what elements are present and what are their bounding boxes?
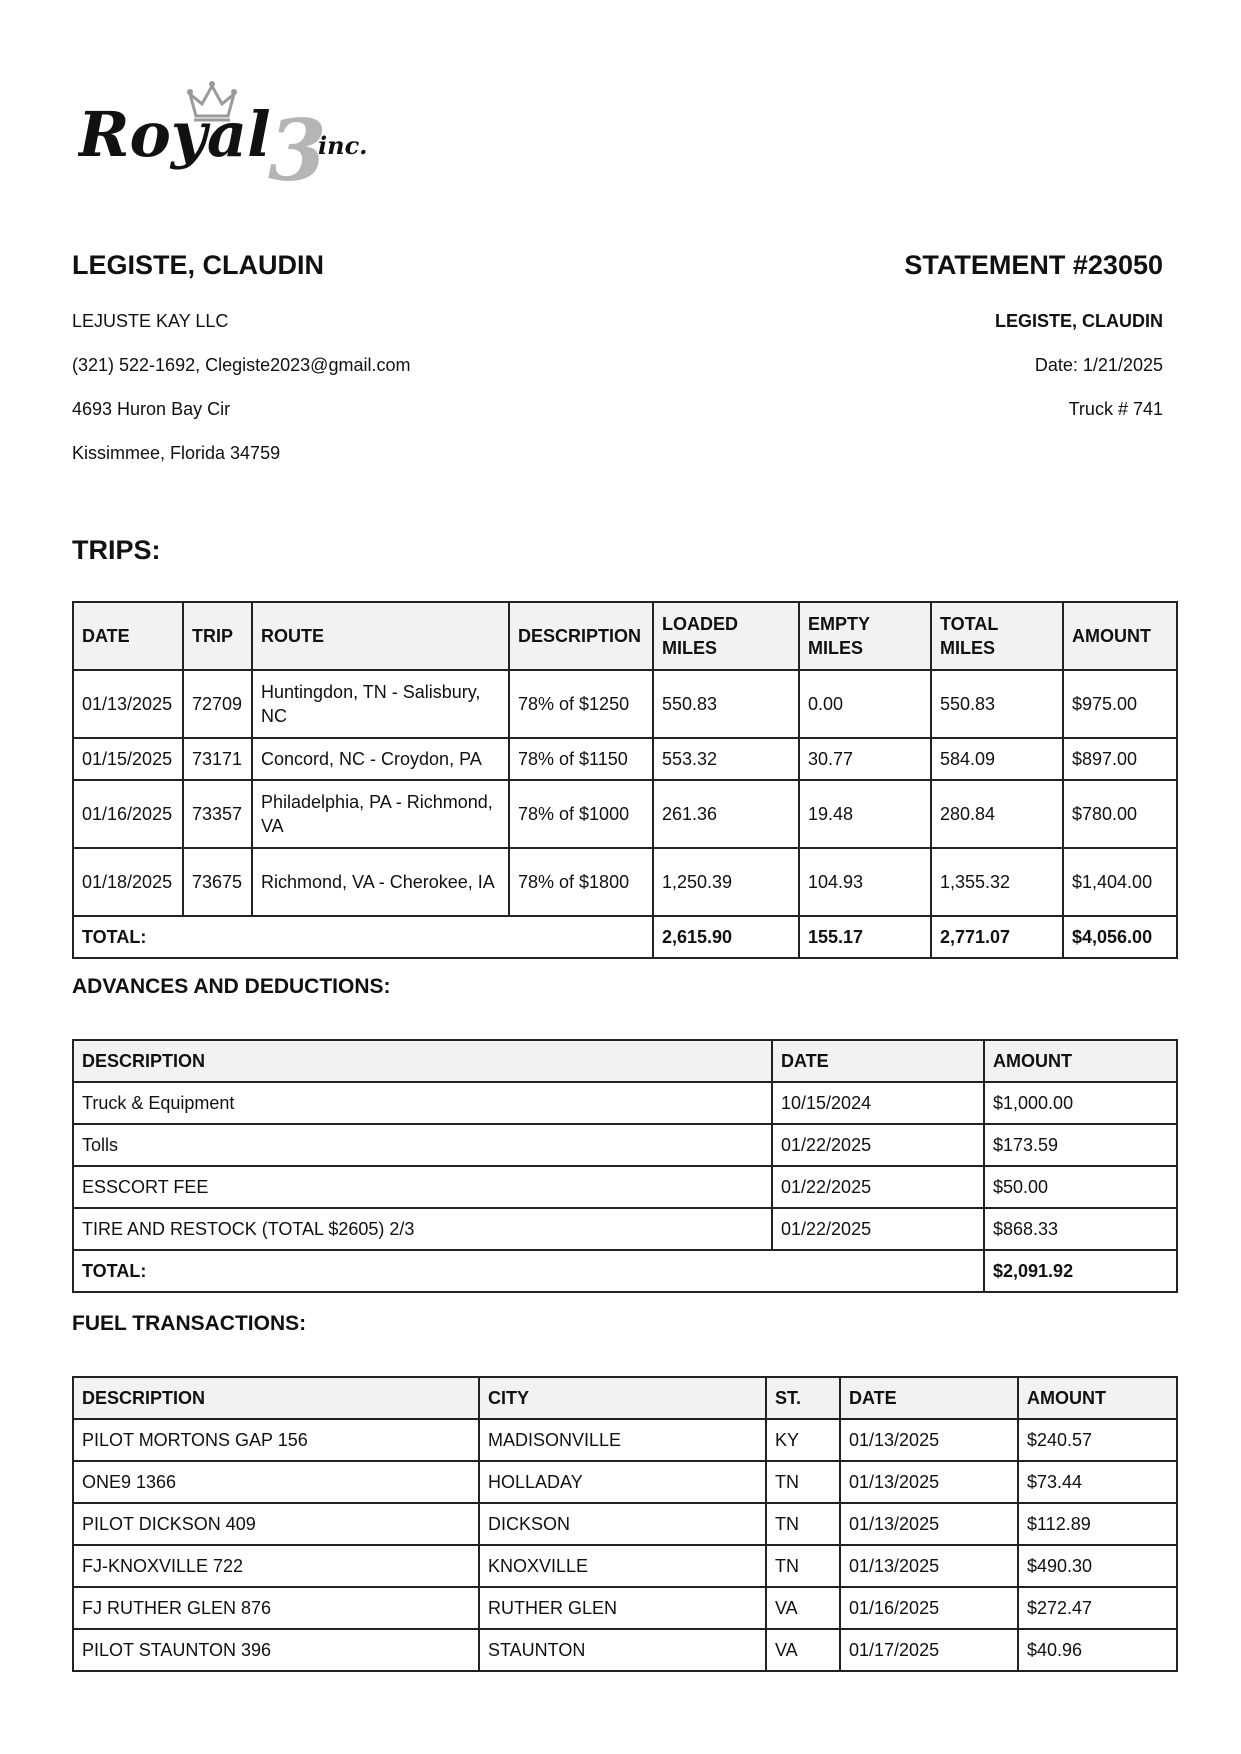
column-header: ST. [766,1377,840,1419]
fuel-city: HOLLADAY [479,1461,766,1503]
column-header: AMOUNT [984,1040,1177,1082]
trip-empty-miles: 104.93 [799,848,931,916]
trip-amount: $897.00 [1063,738,1177,780]
fuel-description: ONE9 1366 [73,1461,479,1503]
fuel-date: 01/13/2025 [840,1461,1018,1503]
trip-loaded-miles: 550.83 [653,670,799,738]
table-header-row [73,602,1177,670]
fuel-state: KY [766,1419,840,1461]
table-row [73,1082,1177,1124]
column-header: DESCRIPTION [73,1377,479,1419]
statement-driver-name: LEGISTE, CLAUDIN [994,311,1163,331]
advances-total-amount: $2,091.92 [984,1250,1177,1292]
table-row [73,670,1177,738]
trip-empty-miles: 19.48 [799,780,931,848]
fuel-city: DICKSON [479,1503,766,1545]
table-row [73,780,1177,848]
column-header: LOADED MILES [653,602,799,670]
statement-date: Date: 1/21/2025 [1034,355,1163,375]
trip-loaded-miles: 261.36 [653,780,799,848]
trip-total-miles: 584.09 [931,738,1063,780]
advances-total-row [73,1250,1177,1292]
trips-section-title: TRIPS: [72,535,161,565]
fuel-amount: $40.96 [1018,1629,1177,1671]
table-row [73,738,1177,780]
fuel-description: PILOT DICKSON 409 [73,1503,479,1545]
column-header: TRIP [183,602,252,670]
trip-loaded-miles: 553.32 [653,738,799,780]
trip-description: 78% of $1250 [509,670,653,738]
table-row [73,1503,1177,1545]
trip-route: Concord, NC - Croydon, PA [252,738,509,780]
table-row [73,1629,1177,1671]
table-row [73,1419,1177,1461]
advances-total-label: TOTAL: [73,1250,984,1292]
driver-contact: (321) 522-1692, Clegiste2023@gmail.com [72,355,411,375]
table-row [73,1587,1177,1629]
fuel-date: 01/13/2025 [840,1419,1018,1461]
table-header-row [73,1040,1177,1082]
advances-section-title: ADVANCES AND DEDUCTIONS: [72,975,391,998]
trip-description: 78% of $1150 [509,738,653,780]
column-header: DESCRIPTION [509,602,653,670]
logo-suffix: inc. [318,131,368,160]
trip-date: 01/16/2025 [73,780,183,848]
driver-info [72,310,410,486]
trips-total-miles: 2,771.07 [931,916,1063,958]
logo-wordmark: Royal [78,98,271,171]
advance-date: 01/22/2025 [772,1166,984,1208]
column-header: ROUTE [252,602,509,670]
trip-description: 78% of $1800 [509,848,653,916]
column-header: DATE [73,602,183,670]
trip-number: 73675 [183,848,252,916]
fuel-description: FJ RUTHER GLEN 876 [73,1587,479,1629]
fuel-city: RUTHER GLEN [479,1587,766,1629]
statement-info [995,310,1163,442]
advance-amount: $173.59 [984,1124,1177,1166]
trip-amount: $1,404.00 [1063,848,1177,916]
fuel-city: KNOXVILLE [479,1545,766,1587]
fuel-date: 01/13/2025 [840,1503,1018,1545]
trips-total-label: TOTAL: [73,916,653,958]
trips-total-loaded-miles: 2,615.90 [653,916,799,958]
driver-name-heading: LEGISTE, CLAUDIN [72,250,325,280]
company-logo [78,76,388,196]
advance-amount: $50.00 [984,1166,1177,1208]
fuel-state: VA [766,1629,840,1671]
statement-number-heading: STATEMENT #23050 [904,250,1163,280]
fuel-date: 01/17/2025 [840,1629,1018,1671]
fuel-amount: $490.30 [1018,1545,1177,1587]
advance-description: Tolls [73,1124,772,1166]
fuel-date: 01/13/2025 [840,1545,1018,1587]
trip-route: Philadelphia, PA - Richmond, VA [252,780,509,848]
logo-mark: 3 [268,101,327,196]
advance-amount: $1,000.00 [984,1082,1177,1124]
trip-number: 72709 [183,670,252,738]
fuel-state: VA [766,1587,840,1629]
table-row [73,1461,1177,1503]
fuel-amount: $112.89 [1018,1503,1177,1545]
trip-amount: $780.00 [1063,780,1177,848]
driver-address-line1: 4693 Huron Bay Cir [72,399,231,419]
fuel-amount: $240.57 [1018,1419,1177,1461]
trip-description: 78% of $1000 [509,780,653,848]
fuel-amount: $73.44 [1018,1461,1177,1503]
column-header: DATE [772,1040,984,1082]
trip-total-miles: 280.84 [931,780,1063,848]
trips-total-amount: $4,056.00 [1063,916,1177,958]
advances-table [72,1039,1178,1293]
advance-date: 01/22/2025 [772,1124,984,1166]
column-header: TOTAL MILES [931,602,1063,670]
fuel-description: PILOT STAUNTON 396 [73,1629,479,1671]
trips-total-row [73,916,1177,958]
column-header: DATE [840,1377,1018,1419]
table-row [73,1208,1177,1250]
trip-date: 01/13/2025 [73,670,183,738]
driver-address-line2: Kissimmee, Florida 34759 [72,443,281,463]
fuel-description: FJ-KNOXVILLE 722 [73,1545,479,1587]
advance-description: Truck & Equipment [73,1082,772,1124]
trip-empty-miles: 30.77 [799,738,931,780]
trip-empty-miles: 0.00 [799,670,931,738]
column-header: AMOUNT [1018,1377,1177,1419]
driver-company: LEJUSTE KAY LLC [72,311,229,331]
fuel-description: PILOT MORTONS GAP 156 [73,1419,479,1461]
fuel-city: STAUNTON [479,1629,766,1671]
trips-table [72,601,1178,959]
column-header: DESCRIPTION [73,1040,772,1082]
fuel-state: TN [766,1545,840,1587]
fuel-state: TN [766,1503,840,1545]
trip-total-miles: 550.83 [931,670,1063,738]
fuel-section-title: FUEL TRANSACTIONS: [72,1312,307,1335]
crown-logo-graphic [78,76,388,196]
advance-date: 10/15/2024 [772,1082,984,1124]
column-header: AMOUNT [1063,602,1177,670]
fuel-state: TN [766,1461,840,1503]
column-header: CITY [479,1377,766,1419]
trip-route: Richmond, VA - Cherokee, IA [252,848,509,916]
table-row [73,1166,1177,1208]
trip-number: 73171 [183,738,252,780]
trip-amount: $975.00 [1063,670,1177,738]
fuel-table [72,1376,1178,1672]
trip-date: 01/15/2025 [73,738,183,780]
table-row [73,1124,1177,1166]
trip-loaded-miles: 1,250.39 [653,848,799,916]
column-header: EMPTY MILES [799,602,931,670]
trips-total-empty-miles: 155.17 [799,916,931,958]
advance-amount: $868.33 [984,1208,1177,1250]
advance-description: TIRE AND RESTOCK (TOTAL $2605) 2/3 [73,1208,772,1250]
trip-route: Huntingdon, TN - Salisbury, NC [252,670,509,738]
fuel-date: 01/16/2025 [840,1587,1018,1629]
trip-number: 73357 [183,780,252,848]
statement-truck: Truck # 741 [1068,399,1163,419]
fuel-city: MADISONVILLE [479,1419,766,1461]
advance-date: 01/22/2025 [772,1208,984,1250]
table-row [73,848,1177,916]
advance-description: ESSCORT FEE [73,1166,772,1208]
trip-date: 01/18/2025 [73,848,183,916]
trip-total-miles: 1,355.32 [931,848,1063,916]
table-header-row [73,1377,1177,1419]
fuel-amount: $272.47 [1018,1587,1177,1629]
table-row [73,1545,1177,1587]
